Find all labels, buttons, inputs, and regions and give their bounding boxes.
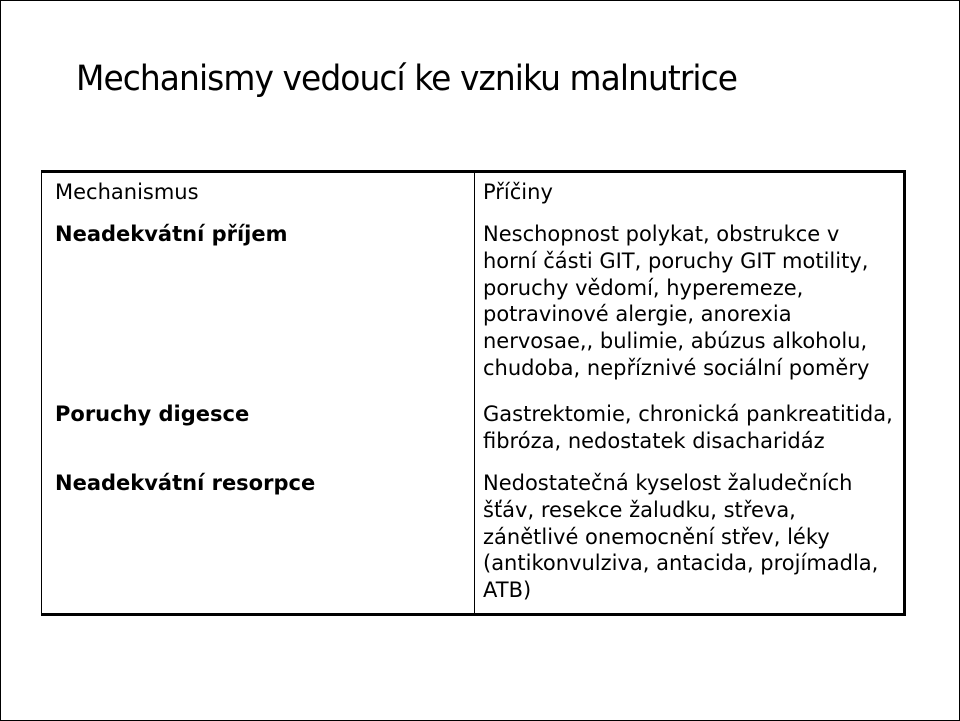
cause-line: horní části GIT, poruchy GIT motility,: [483, 248, 869, 273]
cause-line: (antikonvulziva, antacida, projímadla,: [483, 551, 879, 576]
row-mechanism: Neadekvátní resorpce: [55, 471, 316, 495]
cause-line: potravinové alergie, anorexia: [483, 302, 792, 327]
cause-line: chudoba, nepříznivé sociální poměry: [483, 355, 870, 380]
cause-line: fibróza, nedostatek disacharidáz: [483, 428, 825, 453]
cause-line: poruchy vědomí, hyperemeze,: [483, 275, 804, 300]
cause-line: Neschopnost polykat, obstrukce v: [483, 222, 840, 246]
mechanism-table: [41, 170, 906, 616]
row-causes: [483, 401, 893, 455]
cause-line: Gastrektomie, chronická pankreatitida,: [483, 402, 893, 426]
cause-line: šťáv, resekce žaludku, střeva,: [483, 497, 796, 522]
slide-title: Mechanismy vedoucí ke vzniku malnutrice: [76, 59, 738, 99]
cause-line: nervosae,, bulimie, abúzus alkoholu,: [483, 329, 868, 354]
row-mechanism: Neadekvátní příjem: [55, 222, 288, 246]
row-causes: [483, 221, 869, 382]
column-divider: [474, 173, 475, 613]
cause-line: Nedostatečná kyselost žaludečních: [483, 471, 853, 495]
cause-line: ATB): [483, 578, 532, 603]
header-mechanism: Mechanismus: [55, 180, 199, 204]
row-mechanism: Poruchy digesce: [55, 402, 250, 426]
cause-line: zánětlivé onemocnění střev, léky: [483, 524, 830, 549]
header-causes: Příčiny: [483, 180, 553, 204]
row-causes: [483, 470, 878, 604]
